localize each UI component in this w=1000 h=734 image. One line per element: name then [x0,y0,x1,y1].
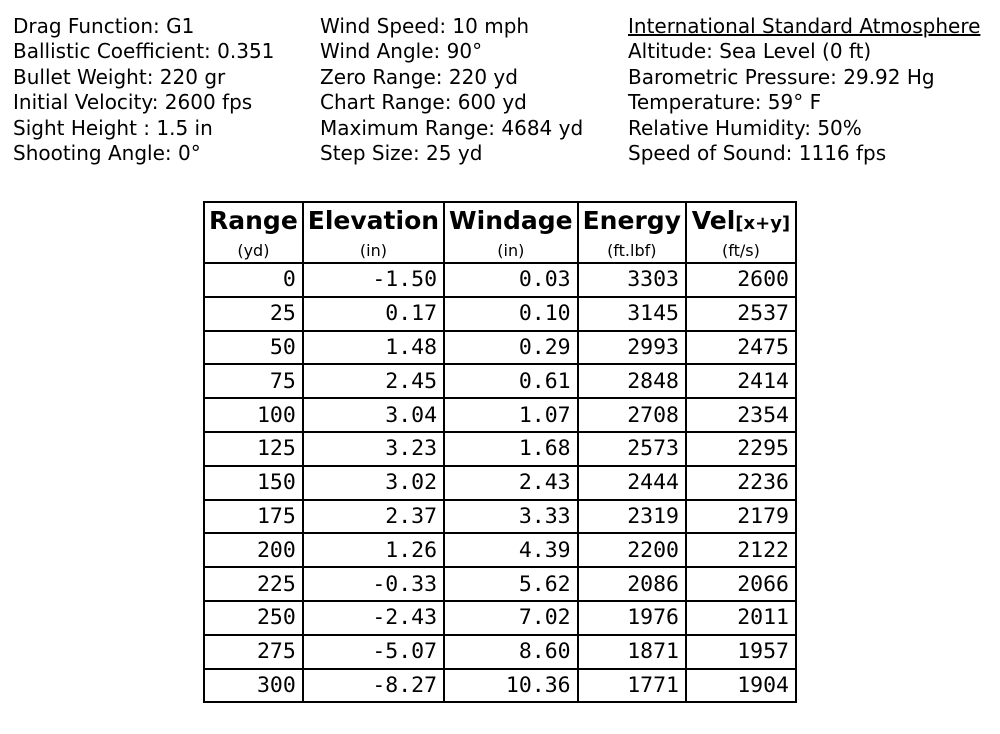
atmosphere-title: International Standard Atmosphere [628,14,981,38]
barometric-pressure: Barometric Pressure: 29.92 Hg [628,64,935,89]
sight-height: Sight Height : 1.5 in [13,115,213,140]
cell-energy: 2086 [578,567,686,601]
cell-windage: 3.33 [444,500,578,534]
cell-velocity: 2122 [686,533,796,567]
cell-elevation: 2.45 [303,364,444,398]
cell-windage: 2.43 [444,466,578,500]
cell-energy: 2444 [578,466,686,500]
cell-windage: 10.36 [444,669,578,703]
wind-speed: Wind Speed: 10 mph [320,14,530,38]
initial-velocity: Initial Velocity: 2600 fps [13,90,253,115]
header-velocity [686,202,796,238]
cell-energy: 1976 [578,601,686,635]
cell-range: 250 [204,601,303,635]
cell-elevation: 3.02 [303,466,444,500]
unit-velocity: (ft/s) [686,238,796,263]
cell-velocity: 2179 [686,500,796,534]
table-row [204,297,796,331]
cell-elevation: 3.04 [303,398,444,432]
table-row [204,364,796,398]
cell-windage: 0.10 [444,297,578,331]
header-velocity-subscript: [x+y] [735,213,791,234]
table-row [204,331,796,365]
cell-range: 125 [204,432,303,466]
cell-windage: 1.07 [444,398,578,432]
cell-energy: 2848 [578,364,686,398]
cell-range: 300 [204,669,303,703]
cell-range: 200 [204,533,303,567]
cell-energy: 1871 [578,635,686,669]
header-range: Range [204,202,303,238]
cell-velocity: 1904 [686,669,796,703]
cell-windage: 0.29 [444,331,578,365]
cell-velocity: 2066 [686,567,796,601]
cell-elevation: 3.23 [303,432,444,466]
cell-velocity: 2354 [686,398,796,432]
unit-windage: (in) [444,238,578,263]
altitude: Altitude: Sea Level (0 ft) [628,39,872,64]
header-velocity-label: Vel [691,206,736,235]
unit-energy: (ft.lbf) [578,238,686,263]
unit-range: (yd) [204,238,303,263]
maximum-range: Maximum Range: 4684 yd [320,115,584,140]
shooting-angle: Shooting Angle: 0° [13,141,201,166]
chart-range: Chart Range: 600 yd [320,90,527,115]
zero-range: Zero Range: 220 yd [320,64,518,89]
table-row [204,669,796,703]
header-elevation: Elevation [303,202,444,238]
cell-velocity: 2414 [686,364,796,398]
cell-elevation: 0.17 [303,297,444,331]
cell-range: 225 [204,567,303,601]
ballistics-table [203,201,797,703]
cell-velocity: 2295 [686,432,796,466]
cell-range: 150 [204,466,303,500]
cell-velocity: 2236 [686,466,796,500]
header-row [204,202,796,238]
bullet-parameters [13,14,274,166]
units-row [204,238,796,263]
cell-windage: 1.68 [444,432,578,466]
cell-velocity: 2537 [686,297,796,331]
cell-range: 25 [204,297,303,331]
drag-function: Drag Function: G1 [13,14,195,38]
header-energy: Energy [578,202,686,238]
step-size: Step Size: 25 yd [320,141,483,166]
cell-energy: 3145 [578,297,686,331]
table-row [204,635,796,669]
cell-energy: 2993 [578,331,686,365]
relative-humidity: Relative Humidity: 50% [628,115,862,140]
cell-windage: 0.61 [444,364,578,398]
bullet-weight: Bullet Weight: 220 gr [13,64,226,89]
unit-elevation: (in) [303,238,444,263]
temperature: Temperature: 59° F [628,90,822,115]
cell-windage: 5.62 [444,567,578,601]
cell-windage: 0.03 [444,263,578,297]
cell-velocity: 2475 [686,331,796,365]
cell-velocity: 2600 [686,263,796,297]
cell-range: 175 [204,500,303,534]
range-parameters [320,14,583,166]
table-row [204,533,796,567]
cell-range: 75 [204,364,303,398]
cell-range: 50 [204,331,303,365]
cell-elevation: -0.33 [303,567,444,601]
cell-energy: 2573 [578,432,686,466]
cell-velocity: 2011 [686,601,796,635]
cell-velocity: 1957 [686,635,796,669]
cell-range: 275 [204,635,303,669]
cell-range: 0 [204,263,303,297]
speed-of-sound: Speed of Sound: 1116 fps [628,141,887,166]
wind-angle: Wind Angle: 90° [320,39,483,64]
table-row [204,432,796,466]
table-row [204,500,796,534]
cell-energy: 2200 [578,533,686,567]
cell-elevation: -8.27 [303,669,444,703]
table-row [204,567,796,601]
cell-energy: 1771 [578,669,686,703]
cell-windage: 4.39 [444,533,578,567]
cell-energy: 2319 [578,500,686,534]
cell-elevation: 2.37 [303,500,444,534]
cell-energy: 3303 [578,263,686,297]
cell-elevation: 1.26 [303,533,444,567]
cell-elevation: -1.50 [303,263,444,297]
cell-range: 100 [204,398,303,432]
cell-windage: 7.02 [444,601,578,635]
cell-elevation: -2.43 [303,601,444,635]
cell-elevation: -5.07 [303,635,444,669]
ballistic-coefficient: Ballistic Coefficient: 0.351 [13,39,275,64]
cell-energy: 2708 [578,398,686,432]
table-row [204,263,796,297]
table-row [204,601,796,635]
cell-windage: 8.60 [444,635,578,669]
cell-elevation: 1.48 [303,331,444,365]
header-windage: Windage [444,202,578,238]
table-row [204,466,796,500]
table-body [204,263,796,702]
atmosphere-parameters [628,14,980,166]
table-row [204,398,796,432]
